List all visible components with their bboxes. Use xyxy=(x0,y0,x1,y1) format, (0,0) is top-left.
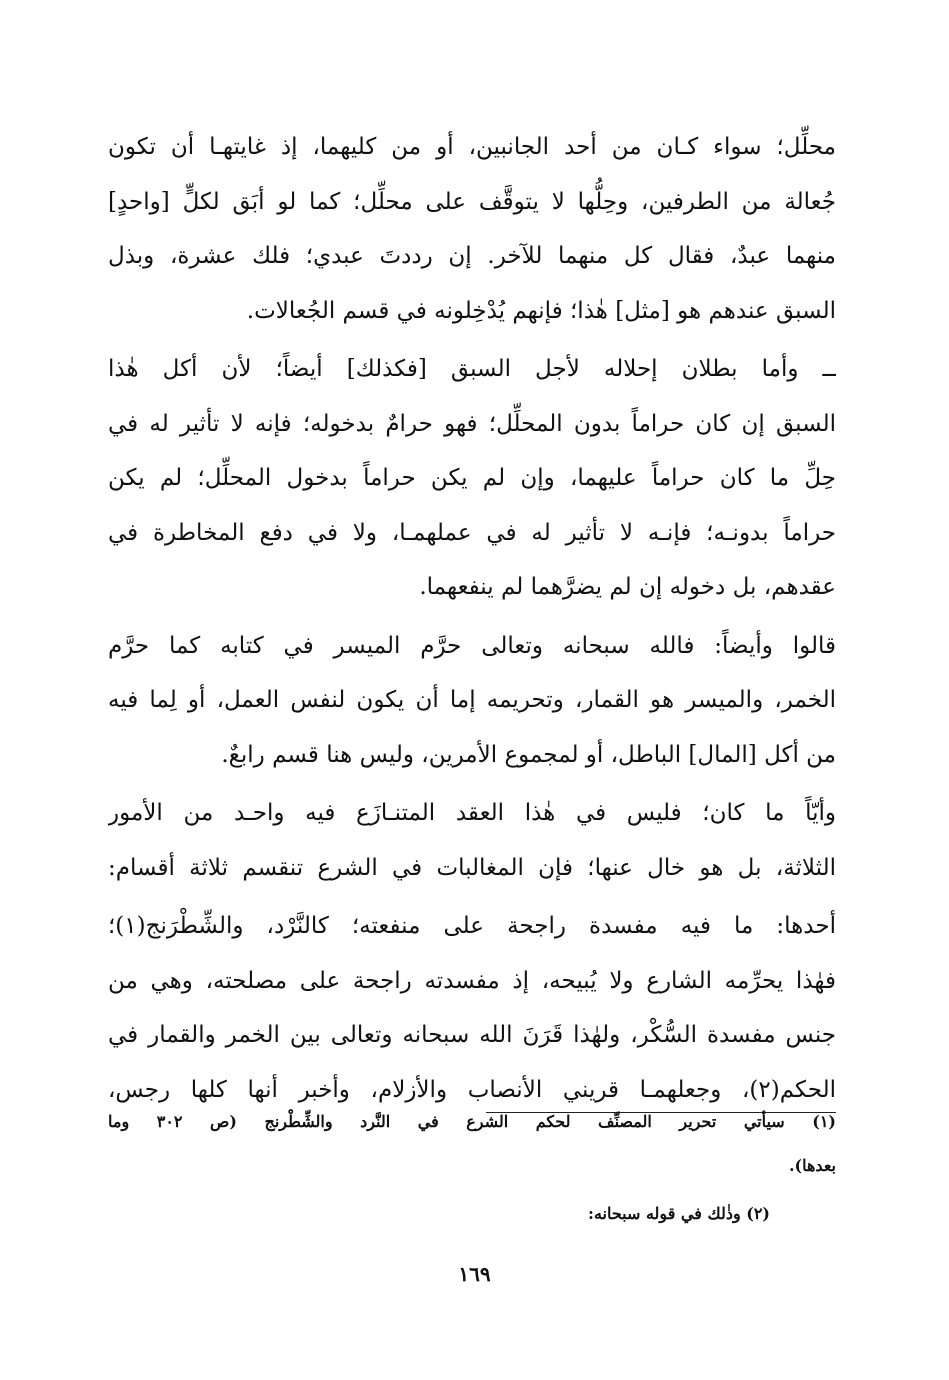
footnote-line: (٢) وذٰلك في قوله سبحانه: xyxy=(588,1204,770,1223)
text-line: منهما عبدٌ، فقال كل منهما للآخر. إن رددتَ عبدي؛ فلك عشرة، وبذل xyxy=(108,243,836,269)
text-line: حراماً بدونـه؛ فإنـه لا تأثير له في عملهمـا، ولا في دفع المخاطرة في xyxy=(108,519,836,546)
text-line: جُعالة من الطرفين، وحِلُّها لا يتوقَّف على محلِّل؛ كما لو أبَق لكلٍّ [واحدٍ] xyxy=(108,188,836,215)
text-line: جنس مفسدة السُّكْر، ولهٰذا قَرَنَ الله سبحانه وتعالى بين الخمر والقمار في xyxy=(108,1022,836,1048)
text-line: ــ وأما بطلان إحلاله لأجل السبق [فكذلك] أيضاً؛ لأن أكل هٰذا xyxy=(108,356,836,382)
main-text xyxy=(108,120,836,1117)
text-line: من أكل [المال] الباطل، أو لمجموع الأمرين، وليس هنا قسم رابعٌ. xyxy=(221,741,836,768)
text-line: أحدها: ما فيه مفسدة راجحة على منفعته؛ كالنَّرْد، والشِّطْرَنج(١)؛ xyxy=(108,913,836,939)
text-line: الحكم(٢)، وجعلهمـا قريني الأنصاب والأزلام، وأخبر أنها كلها رجس، xyxy=(108,1076,836,1103)
text-line: عقدهم، بل دخوله إن لم يضرَّهما لم ينفعهما. xyxy=(419,574,836,600)
text-line: وأيّاً ما كان؛ فليس في هٰذا العقد المتنـازَع فيه واحـد من الأمور xyxy=(108,800,836,826)
footnote-line: بعدها). xyxy=(788,1156,836,1175)
text-line: فهٰذا يحرِّمه الشارع ولا يُبيحه، إذ مفسدته راجحة على مصلحته، وهي من xyxy=(108,967,836,994)
text-line: حِلِّ ما كان حراماً عليهما، وإن لم يكن حراماً بدخول المحلِّل؛ لم يكن xyxy=(108,465,836,491)
text-line: السبق عندهم هو [مثل] هٰذا؛ فإنهم يُدْخِلونه في قسم الجُعالات. xyxy=(246,297,836,324)
text-line: السبق إن كان حراماً بدون المحلِّل؛ فهو حرامٌ بدخوله؛ فإنه لا تأثير له في xyxy=(108,410,836,437)
text-line: محلِّل؛ سواء كـان من أحد الجانبين، أو من كليهما، إذ غايتهـا أن تكون xyxy=(108,134,836,160)
footnotes xyxy=(108,1100,836,1236)
page-number: ١٦٩ xyxy=(458,1262,491,1286)
text-line: قالوا وأيضاً: فالله سبحانه وتعالى حرَّم الميسر في كتابه كما حرَّم xyxy=(108,632,836,659)
text-line: الثلاثة، بل هو خال عنها؛ فإن المغالبات في الشرع تنقسم ثلاثة أقسام: xyxy=(108,854,836,881)
footnote-line: (١) سيأتي تحرير المصنِّف لحكم الشرع في النَّرد والشِّطْرنج (ص ٣٠٢ وما xyxy=(108,1112,836,1131)
text-line: الخمر، والميسر هو القمار، وتحريمه إما أن يكون لنفس العمل، أو لِما فيه xyxy=(108,687,836,713)
